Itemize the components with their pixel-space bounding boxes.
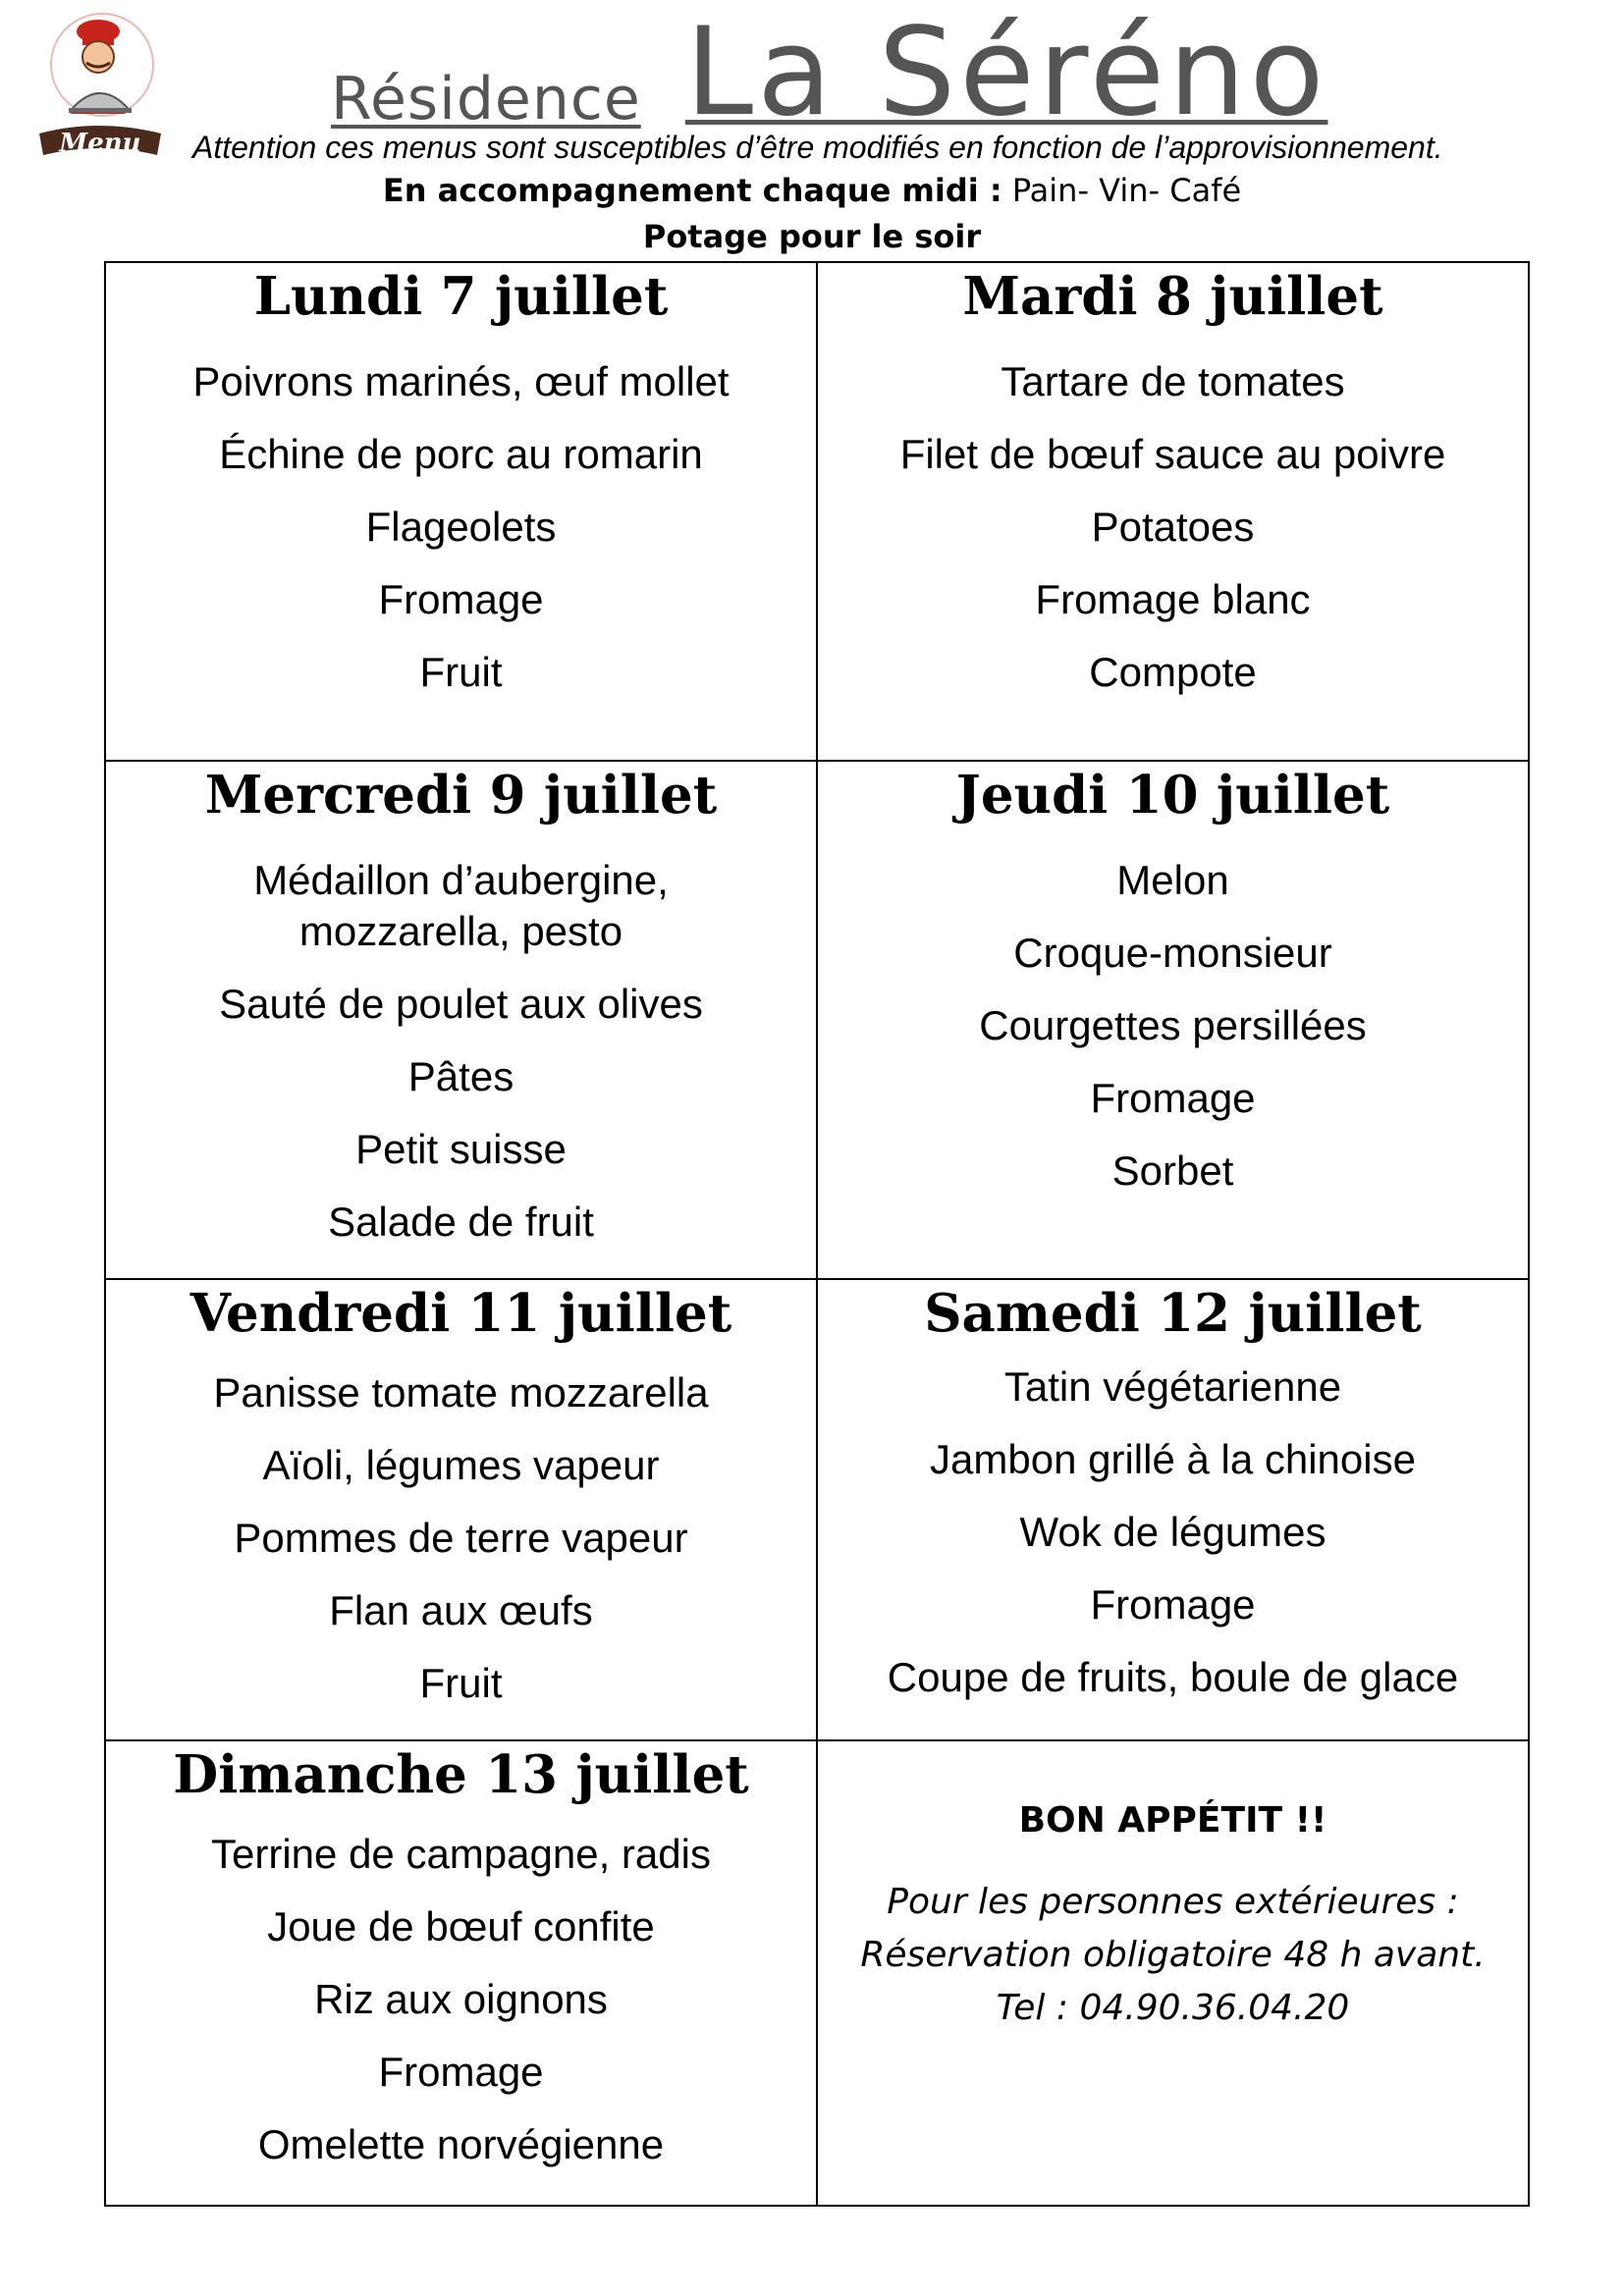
menu-item: Fromage [378,575,544,622]
menu-item: Tatin végétarienne [1003,1362,1342,1410]
accompaniment-line [0,172,1624,209]
menu-item: Sorbet [1111,1147,1234,1194]
menu-item: Croque-monsieur [1013,929,1332,976]
day-title: Mercredi 9 juillet [204,765,718,826]
day-menu [818,356,1528,698]
menu-item: Flageolets [365,503,557,550]
menu-item: Sauté de poulet aux olives [219,980,703,1027]
menu-item: Fruit [419,648,503,695]
reservation-note: Réservation obligatoire 48 h avant. [860,1935,1486,1975]
menu-item: Fromage [1090,1074,1256,1121]
day-menu [106,1367,816,1709]
accompaniment-label: En accompagnement chaque midi : [382,172,1002,209]
day-cell-jeudi [818,762,1528,1280]
day-title: Lundi 7 juillet [253,266,669,327]
menu-item: Melon [1116,856,1229,903]
day-menu [106,855,816,1248]
menu-item: Wok de légumes [1019,1508,1326,1555]
day-menu [106,356,816,698]
menu-item: Potatoes [1091,503,1255,550]
menu-item: Aïoli, légumes vapeur [262,1441,660,1488]
menu-item: Jambon grillé à la chinoise [930,1435,1416,1482]
accompaniment-value: Pain- Vin- Café [1011,172,1242,209]
menu-item: Joue de bœuf confite [267,1902,655,1949]
menu-item: Pâtes [407,1052,514,1099]
menu-item: Filet de bœuf sauce au poivre [899,430,1446,477]
day-title: Mardi 8 juillet [962,266,1383,327]
menu-item: Fruit [419,1659,503,1706]
day-cell-samedi [818,1280,1528,1741]
day-title: Samedi 12 juillet [924,1283,1422,1344]
phone-number: Tel : 04.90.36.04.20 [996,1988,1350,2028]
menu-item: Panisse tomate mozzarella [213,1368,709,1415]
day-cell-dimanche [106,1741,818,2205]
day-cell-mercredi [106,762,818,1280]
page-title [0,2,1624,143]
menu-item: Fromage [378,2048,544,2095]
day-title: Vendredi 11 juillet [189,1283,732,1344]
day-menu [818,1362,1528,1703]
menu-item: Courgettes persillées [979,1001,1367,1048]
menu-item: Compote [1089,648,1257,695]
menu-item: Terrine de campagne, radis [211,1830,711,1877]
menu-item: Poivrons marinés, œuf mollet [192,357,730,404]
evening-soup-note: Potage pour le soir [642,218,982,255]
menu-item: Riz aux oignons [314,1975,608,2022]
title-residence: Résidence [331,65,641,133]
svg-text:Menu: Menu [59,129,141,158]
menu-item: Fromage blanc [1035,575,1311,622]
title-residence-name: La Séréno [685,2,1328,143]
day-title: Jeudi 10 juillet [955,765,1390,826]
menu-item: Petit suisse [355,1125,567,1172]
menu-item: Omelette norvégienne [257,2120,665,2167]
day-cell-mardi [818,263,1528,762]
day-cell-lundi [106,263,818,762]
day-menu [106,1829,816,2170]
attention-notice: Attention ces menus sont susceptibles d’être modifiés en fonction de l’approvisionnement. [192,130,1443,165]
day-title: Dimanche 13 juillet [173,1744,749,1805]
bon-appetit: BON APPÉTIT !! [1018,1800,1327,1841]
day-menu [818,855,1528,1197]
menu-grid [104,261,1530,2207]
menu-item: Salade de fruit [328,1198,594,1245]
menu-item: Pommes de terre vapeur [234,1514,688,1561]
menu-item: Fromage [1090,1580,1256,1628]
day-cell-vendredi [106,1280,818,1741]
external-guests-note: Pour les personnes extérieures : [887,1882,1459,1922]
menu-item: Médaillon d’aubergine, mozzarella, pesto [253,856,669,954]
menu-item: Tartare de tomates [1001,357,1345,404]
menu-item: Coupe de fruits, boule de glace [887,1653,1459,1700]
info-cell [818,1741,1528,2205]
menu-item: Flan aux œufs [329,1586,593,1633]
menu-item: Échine de porc au romarin [219,430,703,477]
